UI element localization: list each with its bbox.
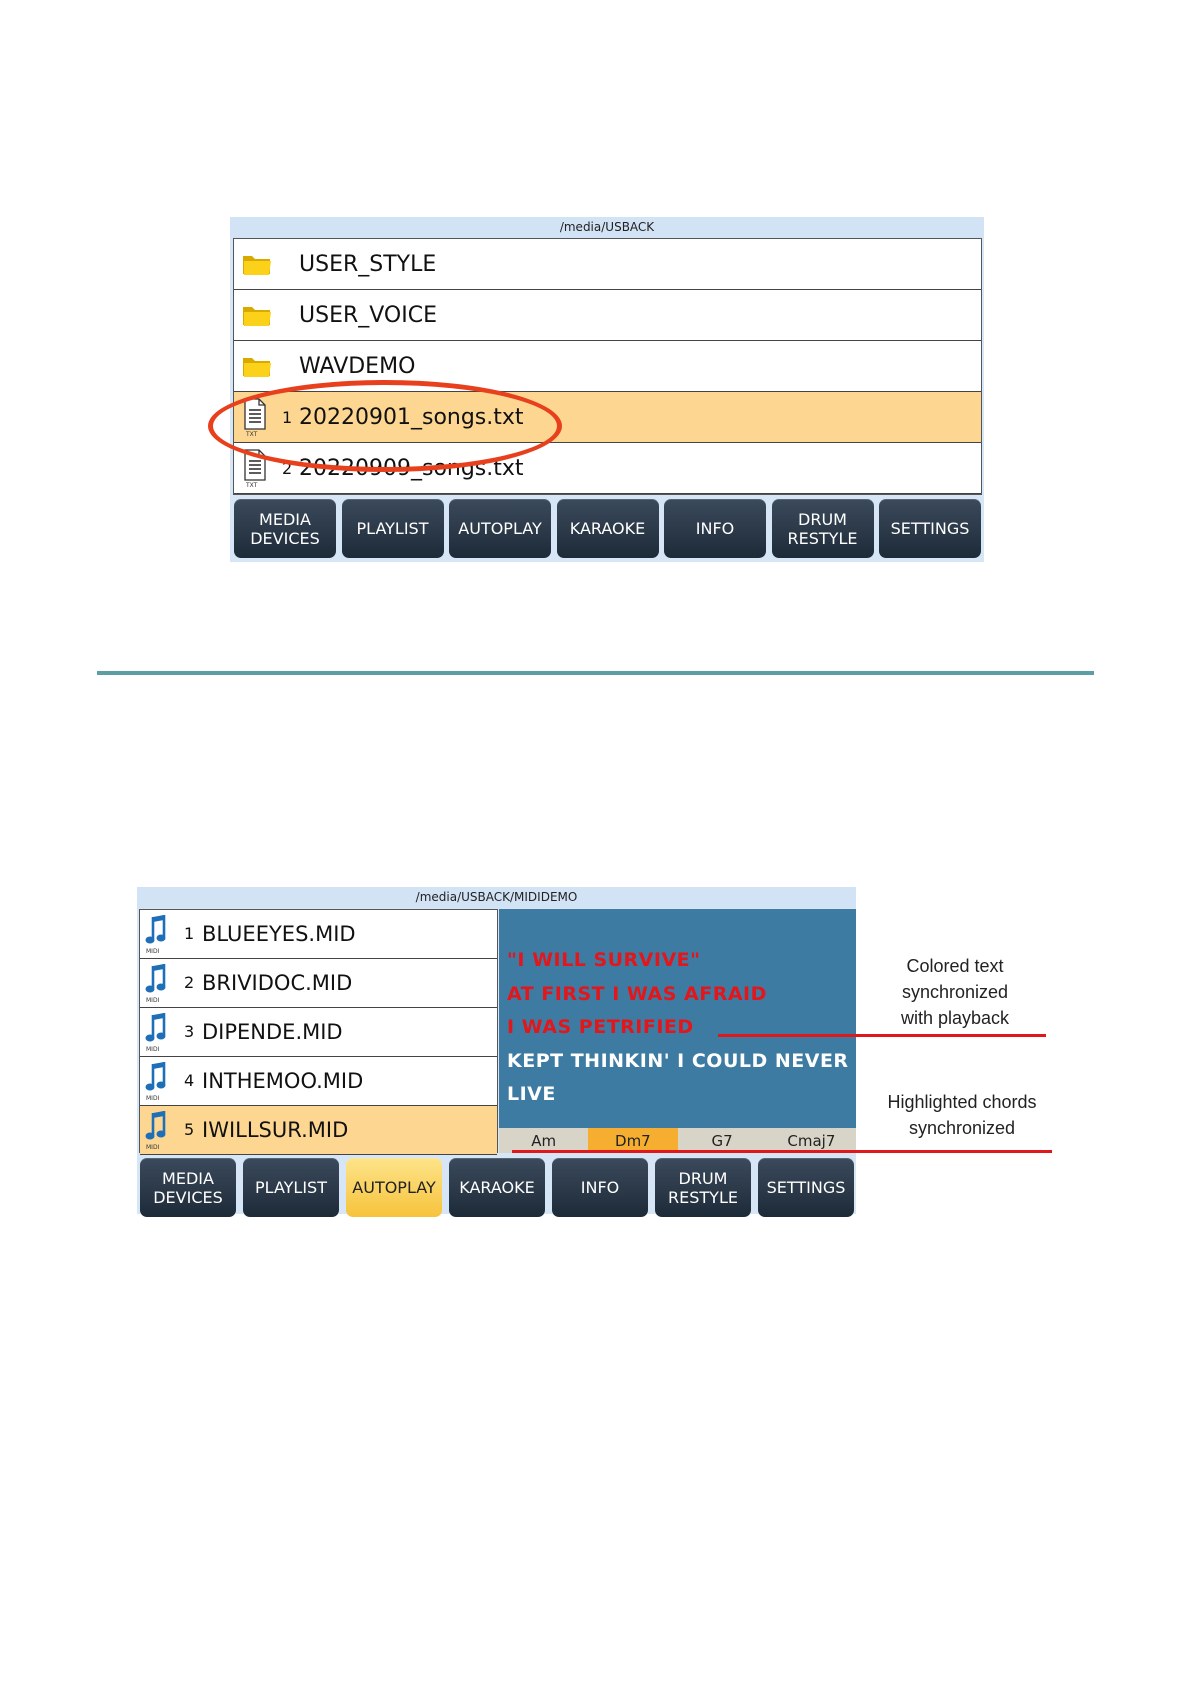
- nav-button-karaoke[interactable]: [557, 499, 659, 558]
- nav-button-info[interactable]: [664, 499, 766, 558]
- lyric-line: I WAS PETRIFIED: [507, 1016, 694, 1038]
- midi-file-row[interactable]: [140, 1106, 497, 1155]
- folder-icon: [242, 303, 272, 327]
- autoplay-panel: [137, 887, 856, 1214]
- midi-file-icon: [144, 1109, 170, 1151]
- bottom-nav: [230, 496, 984, 562]
- button-label: INFO: [580, 1178, 620, 1197]
- chord-cell: Cmaj7: [787, 1132, 836, 1150]
- button-label: KARAOKE: [569, 519, 646, 538]
- svg-text:MIDI: MIDI: [146, 1046, 160, 1053]
- nav-button-settings[interactable]: [758, 1158, 854, 1217]
- svg-text:MIDI: MIDI: [146, 997, 160, 1004]
- button-label: SETTINGS: [766, 1178, 846, 1197]
- lyric-line: AT FIRST I WAS AFRAID: [507, 982, 767, 1005]
- folder-icon: [242, 354, 272, 378]
- row-number: 5: [184, 1120, 195, 1139]
- file-name: DIPENDE.MID: [202, 1020, 343, 1044]
- annotation-line-chords: [512, 1150, 1052, 1153]
- svg-text:TXT: TXT: [246, 482, 258, 488]
- row-number: 4: [184, 1071, 195, 1090]
- annotation-colored-text: Colored text synchronized with playback: [900, 956, 1010, 1028]
- file-name: USER_STYLE: [299, 252, 437, 277]
- chord-cell: Dm7: [588, 1128, 677, 1153]
- nav-button-media-devices[interactable]: [234, 499, 336, 558]
- current-path: /media/USBACK: [230, 217, 984, 238]
- row-number: 1: [184, 924, 195, 943]
- svg-text:MIDI: MIDI: [146, 1144, 160, 1151]
- folder-icon: [242, 252, 272, 276]
- button-label: AUTOPLAY: [352, 1178, 436, 1197]
- midi-file-row[interactable]: [140, 910, 497, 959]
- file-name: BLUEEYES.MID: [202, 922, 356, 946]
- midi-file-list: [139, 909, 498, 1153]
- file-name: INTHEMOO.MID: [202, 1069, 364, 1093]
- file-name: BRIVIDOC.MID: [202, 971, 353, 995]
- highlight-circle: [208, 380, 562, 472]
- button-label: DRUM RESTYLE: [668, 1168, 738, 1207]
- bottom-nav: [137, 1155, 856, 1214]
- svg-text:TXT: TXT: [246, 431, 258, 437]
- midi-file-icon: [144, 913, 170, 955]
- current-path: /media/USBACK/MIDIDEMO: [137, 887, 856, 908]
- button-label: MEDIA DEVICES: [153, 1168, 223, 1207]
- nav-button-karaoke[interactable]: [449, 1158, 545, 1217]
- file-name: WAVDEMO: [299, 354, 416, 379]
- midi-file-row[interactable]: [140, 1057, 497, 1106]
- nav-button-info[interactable]: [552, 1158, 648, 1217]
- chord-cell: G7: [711, 1132, 733, 1150]
- file-name: USER_VOICE: [299, 303, 437, 328]
- lyric-line: LIVE: [507, 1083, 556, 1105]
- lyrics-display: [499, 909, 856, 1129]
- midi-file-row[interactable]: [140, 1008, 497, 1057]
- row-number: 2: [184, 973, 195, 992]
- midi-file-icon: [144, 962, 170, 1004]
- nav-button-autoplay[interactable]: [449, 499, 551, 558]
- midi-file-row[interactable]: [140, 959, 497, 1008]
- button-label: AUTOPLAY: [458, 519, 542, 538]
- annotation-highlighted-chords: Highlighted chords synchronized: [887, 1092, 1037, 1138]
- row-number: 3: [184, 1022, 195, 1041]
- row-number: 1: [282, 408, 293, 427]
- button-label: INFO: [695, 519, 735, 538]
- button-label: KARAOKE: [459, 1178, 535, 1197]
- nav-button-settings[interactable]: [879, 499, 981, 558]
- annotation-line-lyrics: [718, 1034, 1046, 1037]
- nav-button-playlist[interactable]: [342, 499, 444, 558]
- button-label: SETTINGS: [890, 519, 970, 538]
- nav-button-drum-restyle[interactable]: [772, 499, 874, 558]
- file-row[interactable]: [234, 290, 981, 341]
- midi-file-icon: [144, 1060, 170, 1102]
- svg-text:MIDI: MIDI: [146, 1095, 160, 1102]
- button-label: PLAYLIST: [356, 519, 429, 538]
- nav-button-playlist[interactable]: [243, 1158, 339, 1217]
- nav-button-media-devices[interactable]: [140, 1158, 236, 1217]
- file-name: 20220909_songs.txt: [299, 456, 524, 481]
- lyric-line: "I WILL SURVIVE": [507, 949, 701, 971]
- button-label: DRUM RESTYLE: [787, 509, 858, 548]
- section-divider: [97, 671, 1094, 675]
- file-row[interactable]: [234, 239, 981, 290]
- midi-file-icon: [144, 1011, 170, 1053]
- nav-button-autoplay[interactable]: [346, 1158, 442, 1217]
- svg-text:MIDI: MIDI: [146, 948, 160, 955]
- row-number: 2: [282, 459, 293, 478]
- lyric-line: KEPT THINKIN' I COULD NEVER: [507, 1049, 849, 1072]
- nav-button-drum-restyle[interactable]: [655, 1158, 751, 1217]
- button-label: MEDIA DEVICES: [250, 509, 320, 548]
- chord-cell: Am: [531, 1132, 557, 1150]
- button-label: PLAYLIST: [255, 1178, 327, 1197]
- file-name: 20220901_songs.txt: [299, 405, 524, 430]
- file-name: IWILLSUR.MID: [202, 1118, 349, 1142]
